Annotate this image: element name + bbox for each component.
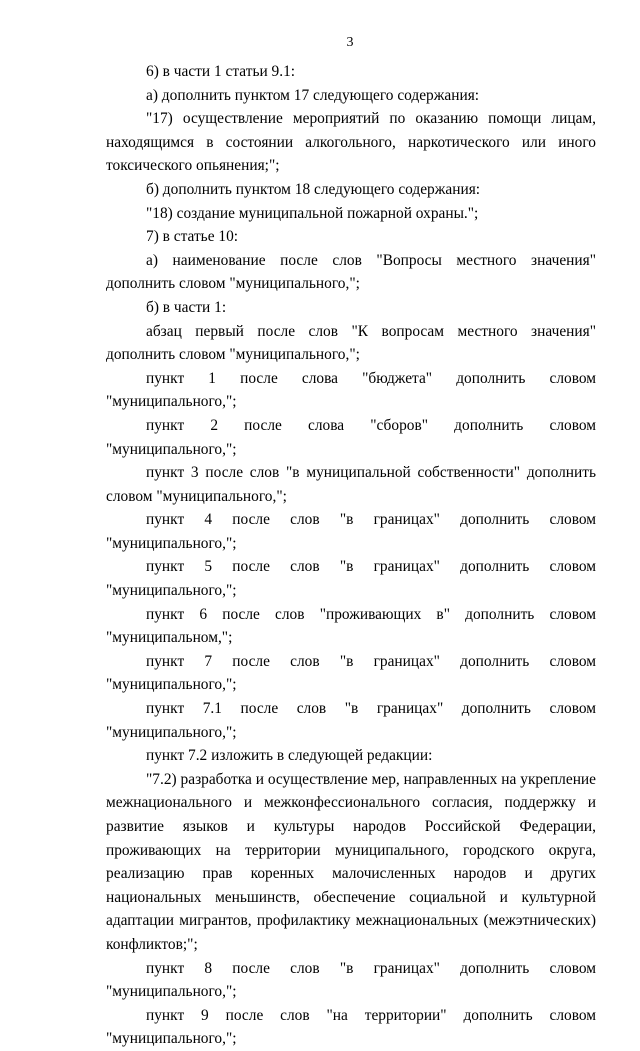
paragraph: пункт 5 после слов "в границах" дополнить словом "муниципального,";	[106, 558, 596, 600]
paragraph: пункт 8 после слов "в границах" дополнить словом "муниципального,";	[106, 959, 596, 1001]
paragraph: "17) осуществление мероприятий по оказанию помощи лицам, находящимся в состоянии алкогольного, наркотического или иного токсического опьянения;";	[106, 110, 596, 175]
paragraph: пункт 7 после слов "в границах" дополнить словом "муниципального,";	[106, 652, 596, 694]
paragraph: пункт 7.2 изложить в следующей редакции:	[146, 747, 433, 765]
paragraph: пункт 9 после слов "на территории" дополнить словом "муниципального,";	[106, 1006, 596, 1048]
paragraph: пункт 1 после слова "бюджета" дополнить словом "муниципального,";	[106, 369, 596, 411]
paragraph: пункт 2 после слова "сборов" дополнить словом "муниципального,";	[106, 416, 596, 458]
paragraph: 6) в части 1 статьи 9.1:	[146, 63, 296, 80]
paragraph: "7.2) разработка и осуществление мер, направленных на укрепление межнационального и межконфессионального согласия, поддержку и развитие языков и культуры народов Российской Федерации, проживающих на территории муниципального, городского округа, реализацию прав коренных малочисленных народов и других национальных меньшинств, обеспечение социальной и культурной адаптации мигрантов, профилактику межнациональных (межэтнических) конфликтов;";	[106, 770, 596, 953]
paragraph: пункт 7.1 после слов "в границах" дополнить словом "муниципального,";	[106, 700, 596, 741]
paragraph: 7) в статье 10:	[146, 228, 239, 246]
paragraph: пункт 4 после слов "в границах" дополнить словом "муниципального,";	[106, 511, 596, 552]
paragraph: пункт 3 после слов "в муниципальной собственности" дополнить словом "муниципального,";	[106, 464, 596, 505]
paragraph: б) дополнить пунктом 18 следующего содержания:	[146, 180, 481, 198]
paragraph: пункт 6 после слов "проживающих в" дополнить словом "муниципальном,";	[106, 605, 596, 647]
paragraph: а) наименование после слов "Вопросы местного значения" дополнить словом "муниципального,";	[106, 251, 596, 293]
paragraph: а) дополнить пунктом 17 следующего содержания:	[146, 86, 480, 104]
paragraph: "18) создание муниципальной пожарной охраны.";	[146, 204, 479, 222]
page-number: 3	[346, 35, 354, 50]
document-body	[106, 60, 596, 1051]
paragraph: абзац первый после слов "К вопросам местного значения" дополнить словом "муниципального,";	[106, 322, 596, 364]
paragraph: б) в части 1:	[146, 298, 227, 316]
